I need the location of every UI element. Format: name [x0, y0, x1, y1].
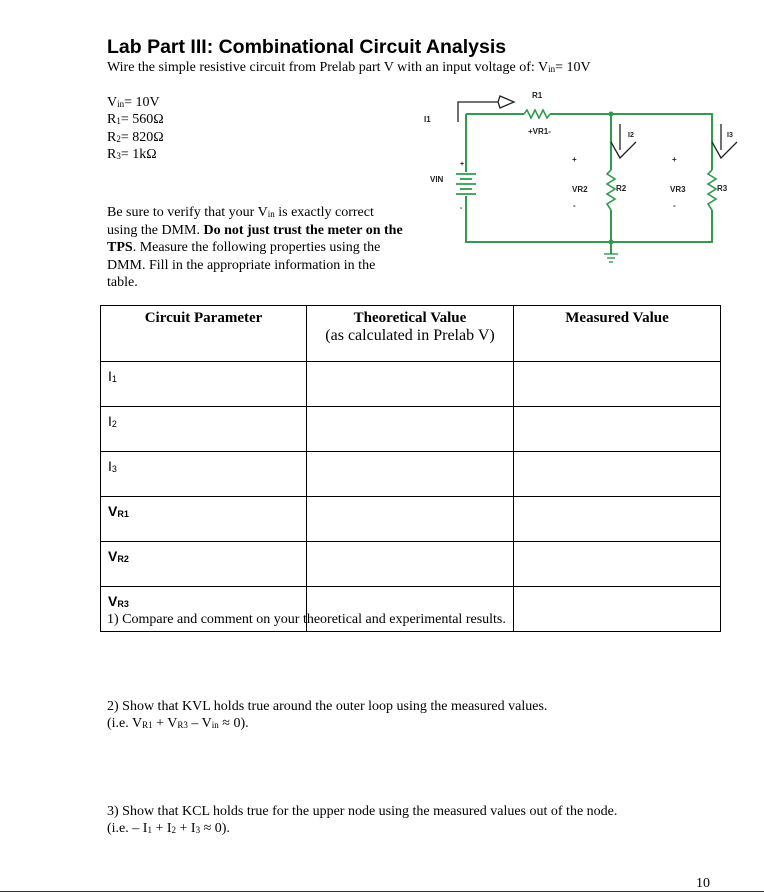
r1-label: R1 — [532, 91, 543, 100]
i3-probe-icon — [712, 124, 737, 158]
given-symbol: R — [107, 130, 117, 145]
vin-source — [456, 174, 476, 194]
i1-label: I1 — [424, 115, 431, 124]
given-symbol: R — [107, 147, 117, 162]
given-vin — [107, 94, 160, 112]
header-circuit-parameter: Circuit Parameter — [101, 306, 307, 362]
given-value: = 820Ω — [120, 130, 164, 145]
row-symbol: I — [108, 368, 112, 384]
r3-resistor — [708, 170, 716, 210]
circuit-schematic — [408, 84, 743, 274]
row-label-i2 — [101, 407, 307, 452]
table-row — [101, 497, 721, 542]
given-r3 — [107, 146, 157, 164]
verify-paragraph — [107, 204, 407, 291]
header-theoretical-line1: Theoretical Value — [353, 310, 467, 326]
question-2: 2) Show that KVL holds true around the outer loop using the measured values. — [107, 699, 548, 714]
verify-sub: in — [267, 209, 275, 219]
table-row — [101, 542, 721, 587]
r1-resistor — [524, 110, 550, 118]
cell-theoretical-vr2[interactable] — [307, 542, 514, 587]
header-measured: Measured Value — [514, 306, 721, 362]
eq-sub: 2 — [171, 825, 176, 835]
subtitle-sub: in — [548, 64, 556, 74]
question-3-equation — [107, 820, 230, 838]
row-symbol: I — [108, 458, 112, 474]
table-row — [101, 407, 721, 452]
vin-minus: - — [460, 205, 463, 212]
cell-theoretical-i2[interactable] — [307, 407, 514, 452]
table-row — [101, 362, 721, 407]
given-sub: 3 — [116, 151, 121, 161]
vr3-minus: - — [673, 201, 676, 210]
subtitle-value: = 10V — [555, 60, 591, 75]
row-symbol: V — [108, 593, 118, 609]
row-sub: 1 — [111, 374, 117, 384]
question-2-equation — [107, 715, 249, 733]
eq-part: ≈ 0). — [218, 716, 249, 731]
given-sub: 1 — [116, 116, 121, 126]
subtitle-text: Wire the simple resistive circuit from Prelab part V with an input voltage of: V — [107, 60, 549, 75]
vin-label: VIN — [430, 175, 444, 184]
ground-icon — [604, 254, 618, 262]
row-sub: R3 — [117, 599, 129, 609]
i2-label: I2 — [628, 132, 634, 139]
cell-measured-vr2[interactable] — [514, 542, 721, 587]
given-symbol: V — [107, 95, 118, 110]
given-r1 — [107, 111, 164, 129]
row-sub: 2 — [111, 419, 117, 429]
instructions-subtitle — [107, 60, 591, 76]
row-symbol: I — [108, 413, 112, 429]
measurement-table — [100, 305, 721, 632]
row-symbol: V — [108, 503, 118, 519]
question-1: 1) Compare and comment on your theoretical and experimental results. — [107, 612, 506, 627]
eq-sub: in — [211, 720, 219, 730]
vr2-label: VR2 — [572, 185, 588, 194]
upper-node-dot — [609, 112, 614, 117]
table-header-row — [101, 306, 721, 362]
given-value: = 10V — [124, 95, 160, 110]
row-label-i3 — [101, 452, 307, 497]
given-sub: 2 — [116, 134, 121, 144]
lower-node-dot — [609, 240, 614, 245]
row-label-vr1 — [101, 497, 307, 542]
eq-part: ≈ 0). — [200, 821, 230, 836]
row-sub: R2 — [117, 554, 129, 564]
eq-sub: 1 — [147, 825, 152, 835]
cell-measured-i3[interactable] — [514, 452, 721, 497]
eq-sub: R1 — [142, 720, 153, 730]
given-value: = 1kΩ — [120, 147, 157, 162]
vr2-plus: + — [572, 155, 577, 164]
eq-part: + I — [176, 821, 196, 836]
given-sub: in — [117, 99, 125, 109]
row-label-i1 — [101, 362, 307, 407]
r2-label: R2 — [616, 184, 627, 193]
vr3-label: VR3 — [670, 185, 686, 194]
eq-sub: 3 — [195, 825, 201, 835]
verify-text-2: is exactly correct using the DMM. — [107, 205, 374, 239]
row-symbol: V — [108, 548, 118, 564]
eq-part: – V — [187, 716, 212, 731]
verify-bold: Do not just trust the meter on the TPS — [107, 223, 403, 256]
question-3: 3) Show that KCL holds true for the upper node using the measured values out of the node. — [107, 804, 618, 819]
table-row — [101, 452, 721, 497]
vr3-plus: + — [672, 155, 677, 164]
r3-label: R3 — [717, 184, 728, 193]
header-theoretical — [307, 306, 514, 362]
eq-part: (i.e. V — [107, 716, 143, 731]
cell-theoretical-i3[interactable] — [307, 452, 514, 497]
eq-sub: R3 — [177, 720, 188, 730]
header-theoretical-line2: (as calculated in Prelab V) — [325, 327, 495, 344]
row-sub: R1 — [117, 509, 129, 519]
i3-label: I3 — [727, 132, 733, 139]
row-sub: 3 — [111, 464, 117, 474]
vr1-label: +VR1- — [528, 127, 551, 136]
cell-measured-vr1[interactable] — [514, 497, 721, 542]
page-number: 10 — [696, 876, 710, 891]
r2-resistor — [607, 170, 615, 210]
given-r2 — [107, 129, 164, 147]
verify-text-3: . Measure the following properties using the DMM. Fill in the appropriate information in the table. — [107, 240, 381, 290]
eq-part: (i.e. – I — [107, 821, 148, 836]
cell-theoretical-vr1[interactable] — [307, 497, 514, 542]
vr2-minus: - — [573, 201, 576, 210]
eq-part: + I — [151, 821, 172, 836]
cell-measured-i2[interactable] — [514, 407, 721, 452]
cell-measured-vr3[interactable] — [514, 587, 721, 632]
verify-text-1: Be sure to verify that your V — [107, 205, 268, 220]
page-title: Lab Part III: Combinational Circuit Analysis — [107, 36, 507, 58]
vin-plus: + — [460, 161, 465, 168]
given-symbol: R — [107, 112, 117, 127]
cell-measured-i1[interactable] — [514, 362, 721, 407]
row-label-vr2 — [101, 542, 307, 587]
eq-part: + V — [152, 716, 178, 731]
i2-probe-icon — [611, 124, 636, 158]
circuit-wires — [466, 114, 712, 254]
given-value: = 560Ω — [120, 112, 164, 127]
cell-theoretical-i1[interactable] — [307, 362, 514, 407]
